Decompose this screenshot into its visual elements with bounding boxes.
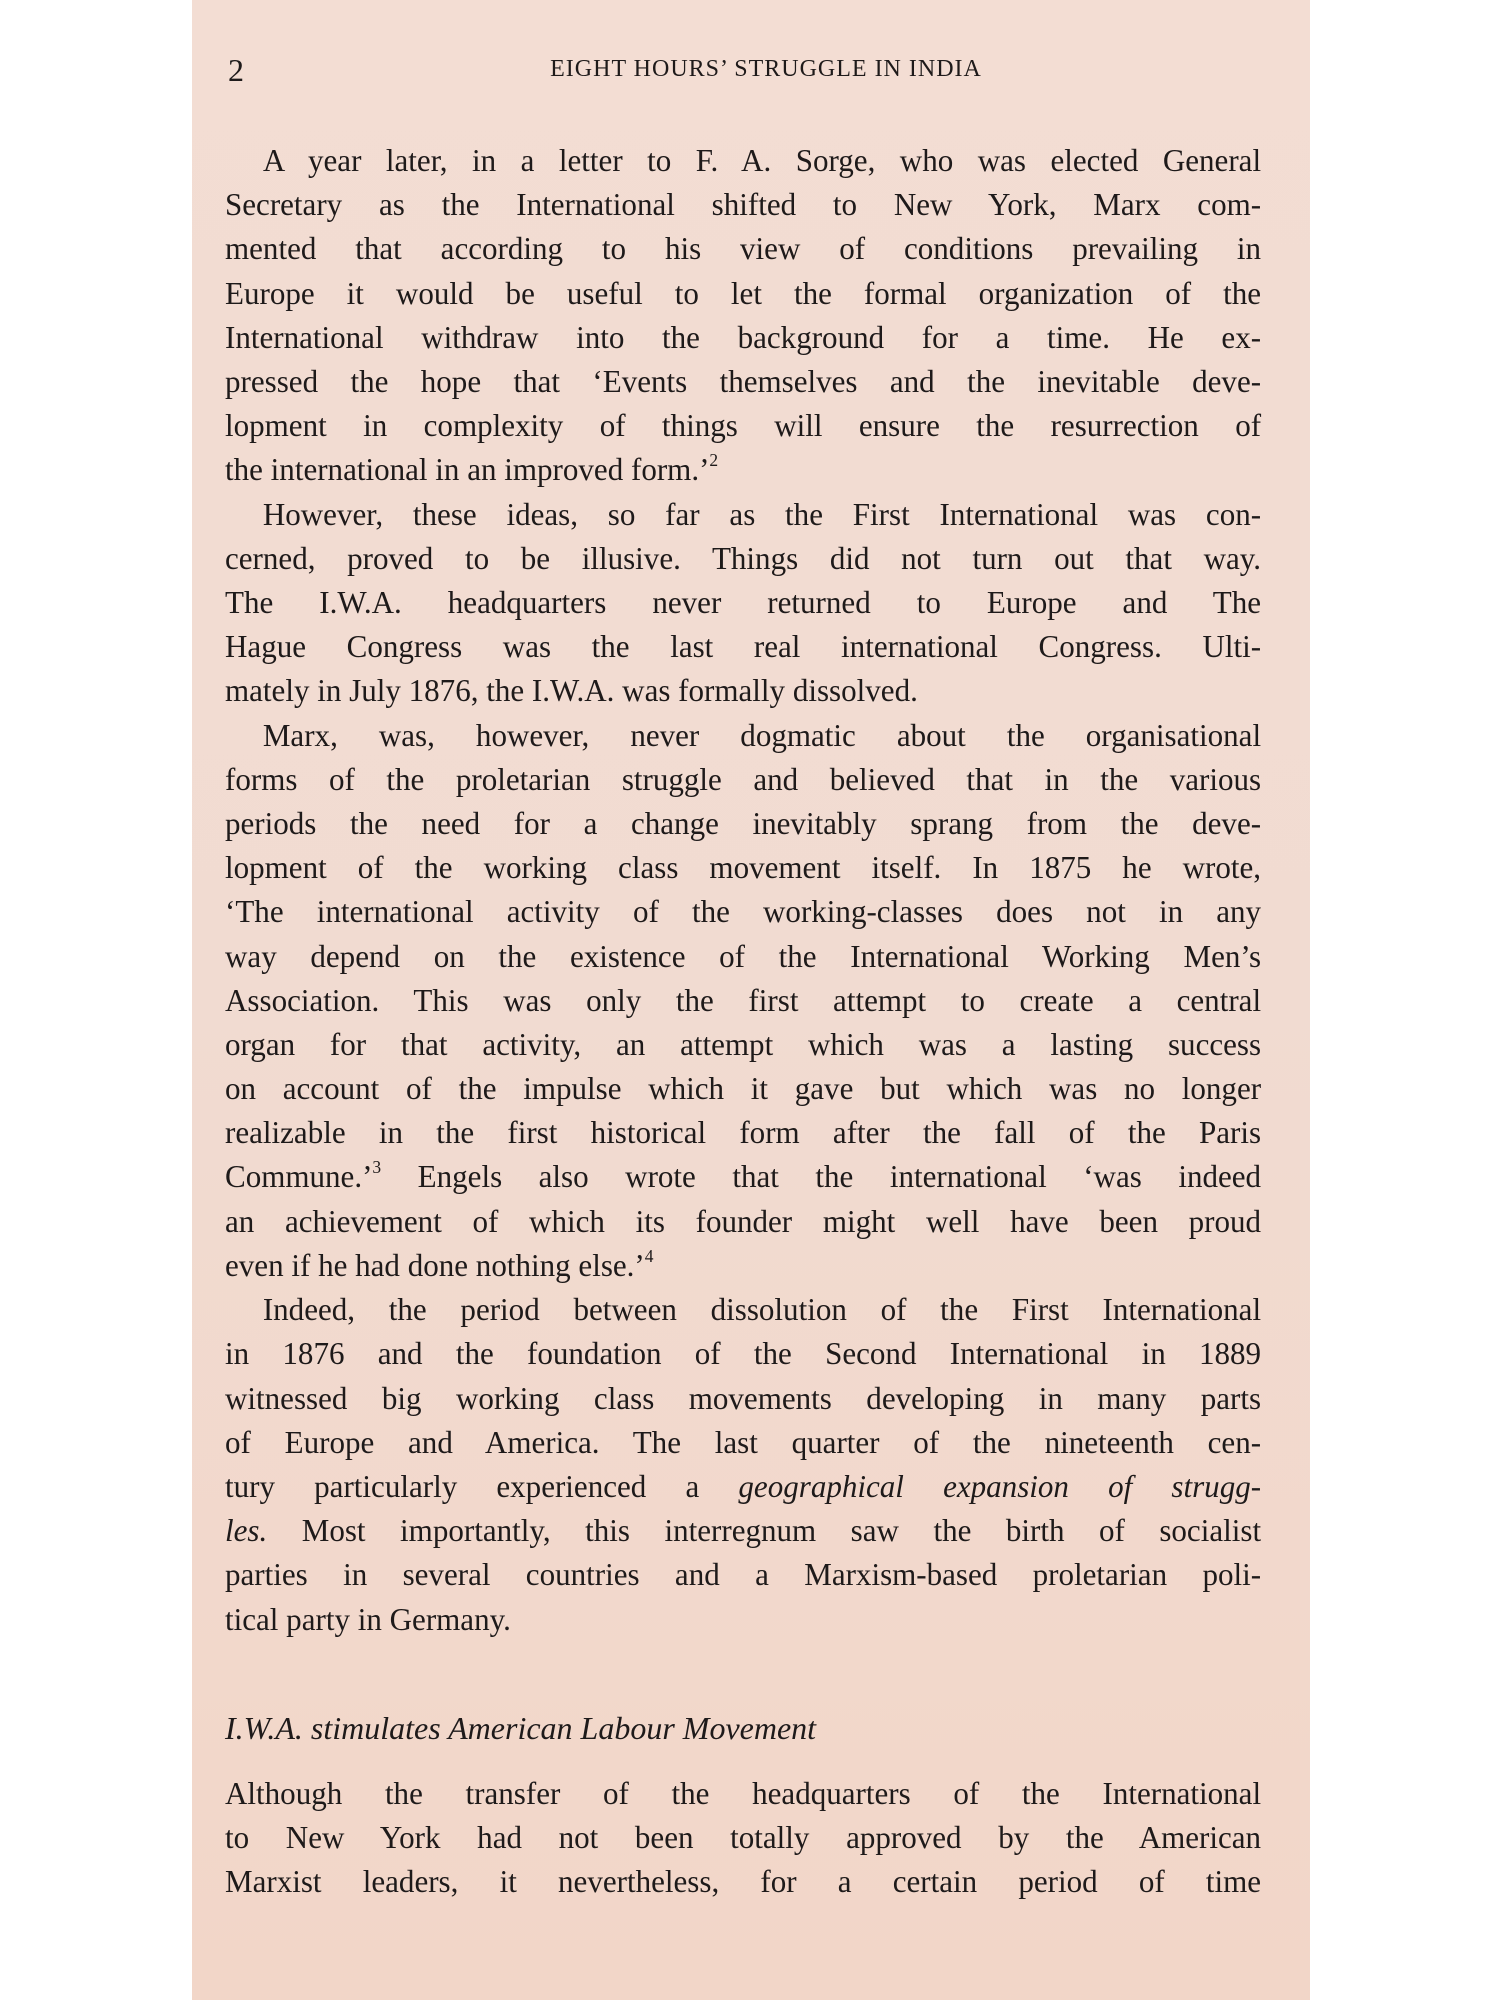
text-run: Although the transfer of the headquarters of the International bbox=[225, 1775, 1262, 1811]
text-line bbox=[225, 403, 1261, 447]
text-line bbox=[225, 1376, 1261, 1420]
text-run: witnessed big working class movements developing in many parts bbox=[225, 1379, 1262, 1416]
text-line bbox=[225, 1552, 1261, 1596]
text-line bbox=[225, 226, 1261, 270]
text-line bbox=[225, 713, 1261, 757]
text-line bbox=[225, 1331, 1261, 1375]
text-line bbox=[225, 757, 1261, 801]
text-line bbox=[225, 182, 1261, 226]
text-line bbox=[225, 1243, 1261, 1287]
text-line bbox=[225, 536, 1261, 580]
text-run: to New York had not been totally approved by the American bbox=[225, 1819, 1262, 1856]
italic-text: les. bbox=[225, 1512, 268, 1549]
text-run: realizable in the first historical form after the fall of the Paris bbox=[225, 1114, 1262, 1151]
text-run: However, these ideas, so far as the First International was con- bbox=[262, 495, 1262, 532]
text-run: Indeed, the period between dissolution of the First International bbox=[262, 1291, 1262, 1328]
text-run: organ for that activity, an attempt which was a lasting success bbox=[225, 1025, 1262, 1062]
text-line bbox=[225, 492, 1261, 536]
text-run: cerned, proved to be illusive. Things did not turn out that way. bbox=[225, 539, 1262, 576]
paragraph-2 bbox=[225, 492, 1262, 713]
text-run: tury particularly experienced a bbox=[225, 1467, 739, 1504]
text-line bbox=[225, 359, 1261, 403]
text-run: Most importantly, this interregnum saw the birth of socialist bbox=[267, 1512, 1262, 1549]
text-run: Hague Congress was the last real international Congress. Ulti- bbox=[225, 628, 1262, 665]
text-run: Commune.’ bbox=[225, 1158, 373, 1195]
text-line bbox=[225, 1508, 1261, 1552]
paragraph-1 bbox=[225, 138, 1262, 492]
text-run: International withdraw into the background for a time. He ex- bbox=[225, 318, 1262, 355]
book-page bbox=[192, 0, 1310, 2000]
text-line bbox=[225, 978, 1261, 1022]
text-run: periods the need for a change inevitably sprang from the deve- bbox=[225, 804, 1262, 841]
text-line bbox=[225, 934, 1261, 978]
text-run: on account of the impulse which it gave but which was no longer bbox=[225, 1070, 1262, 1107]
text-line bbox=[225, 801, 1261, 845]
footnote-ref: 3 bbox=[372, 1157, 382, 1178]
text-line bbox=[225, 1110, 1261, 1154]
text-line bbox=[225, 1464, 1261, 1508]
text-line bbox=[225, 1420, 1261, 1464]
text-run: mented that according to his view of conditions prevailing in bbox=[225, 230, 1262, 267]
text-line bbox=[225, 1022, 1261, 1066]
section-paragraph bbox=[225, 1771, 1262, 1904]
text-line bbox=[225, 1066, 1261, 1110]
text-line bbox=[225, 624, 1261, 668]
text-run: Marxist leaders, it nevertheless, for a certain period of time bbox=[225, 1863, 1262, 1900]
text-run: the international in an improved form.’ bbox=[225, 451, 710, 488]
text-line bbox=[225, 668, 1261, 712]
text-run: mately in July 1876, the I.W.A. was formally dissolved. bbox=[225, 672, 918, 709]
text-line bbox=[225, 1154, 1261, 1198]
text-run: even if he had done nothing else.’ bbox=[225, 1246, 645, 1283]
text-run: of Europe and America. The last quarter of the nineteenth cen- bbox=[225, 1423, 1262, 1460]
text-run: A year later, in a letter to F. A. Sorge, who was elected General bbox=[262, 142, 1262, 178]
text-run: in 1876 and the foundation of the Second International in 1889 bbox=[225, 1335, 1262, 1372]
text-run: Europe it would be useful to let the formal organization of the bbox=[225, 274, 1262, 311]
text-line bbox=[225, 271, 1261, 315]
section-heading: I.W.A. stimulates American Labour Movement bbox=[225, 1710, 817, 1746]
text-run: lopment of the working class movement itself. In 1875 he wrote, bbox=[225, 849, 1262, 886]
text-line bbox=[225, 447, 1261, 491]
text-run: Marx, was, however, never dogmatic about the organisational bbox=[262, 716, 1262, 753]
text-line bbox=[225, 138, 1261, 182]
text-line bbox=[225, 1597, 1261, 1641]
text-run: pressed the hope that ‘Events themselves and the inevitable deve- bbox=[225, 362, 1262, 399]
paragraph-4 bbox=[225, 1287, 1262, 1641]
text-run: Secretary as the International shifted to New York, Marx com- bbox=[225, 186, 1262, 223]
text-run: Association. This was only the first attempt to create a central bbox=[225, 981, 1262, 1018]
text-run: lopment in complexity of things will ensure the resurrection of bbox=[225, 407, 1262, 444]
text-run: an achievement of which its founder might well have been proud bbox=[225, 1202, 1262, 1239]
text-line bbox=[225, 580, 1261, 624]
text-line bbox=[225, 1815, 1261, 1859]
footnote-ref: 4 bbox=[644, 1245, 654, 1266]
page-number: 2 bbox=[228, 52, 244, 88]
paragraph-3 bbox=[225, 713, 1262, 1287]
text-line bbox=[225, 889, 1261, 933]
text-run: Engels also wrote that the international ‘was indeed bbox=[381, 1158, 1262, 1195]
text-run: way depend on the existence of the International Working Men’s bbox=[225, 937, 1262, 974]
text-line bbox=[225, 1287, 1261, 1331]
text-run: tical party in Germany. bbox=[225, 1600, 511, 1637]
footnote-ref: 2 bbox=[709, 450, 719, 471]
running-title: EIGHT HOURS’ STRUGGLE IN INDIA bbox=[550, 56, 982, 82]
text-run: parties in several countries and a Marxism-based proletarian poli- bbox=[225, 1556, 1262, 1593]
text-line bbox=[225, 315, 1261, 359]
text-run: ‘The international activity of the working-classes does not in any bbox=[225, 893, 1262, 930]
text-line bbox=[225, 1771, 1261, 1815]
text-line bbox=[225, 1199, 1261, 1243]
text-line bbox=[225, 1859, 1261, 1903]
text-run: The I.W.A. headquarters never returned to Europe and The bbox=[225, 583, 1262, 620]
text-run: forms of the proletarian struggle and believed that in the various bbox=[225, 760, 1262, 797]
italic-text: geographical expansion of strugg- bbox=[738, 1467, 1262, 1504]
text-line bbox=[225, 845, 1261, 889]
